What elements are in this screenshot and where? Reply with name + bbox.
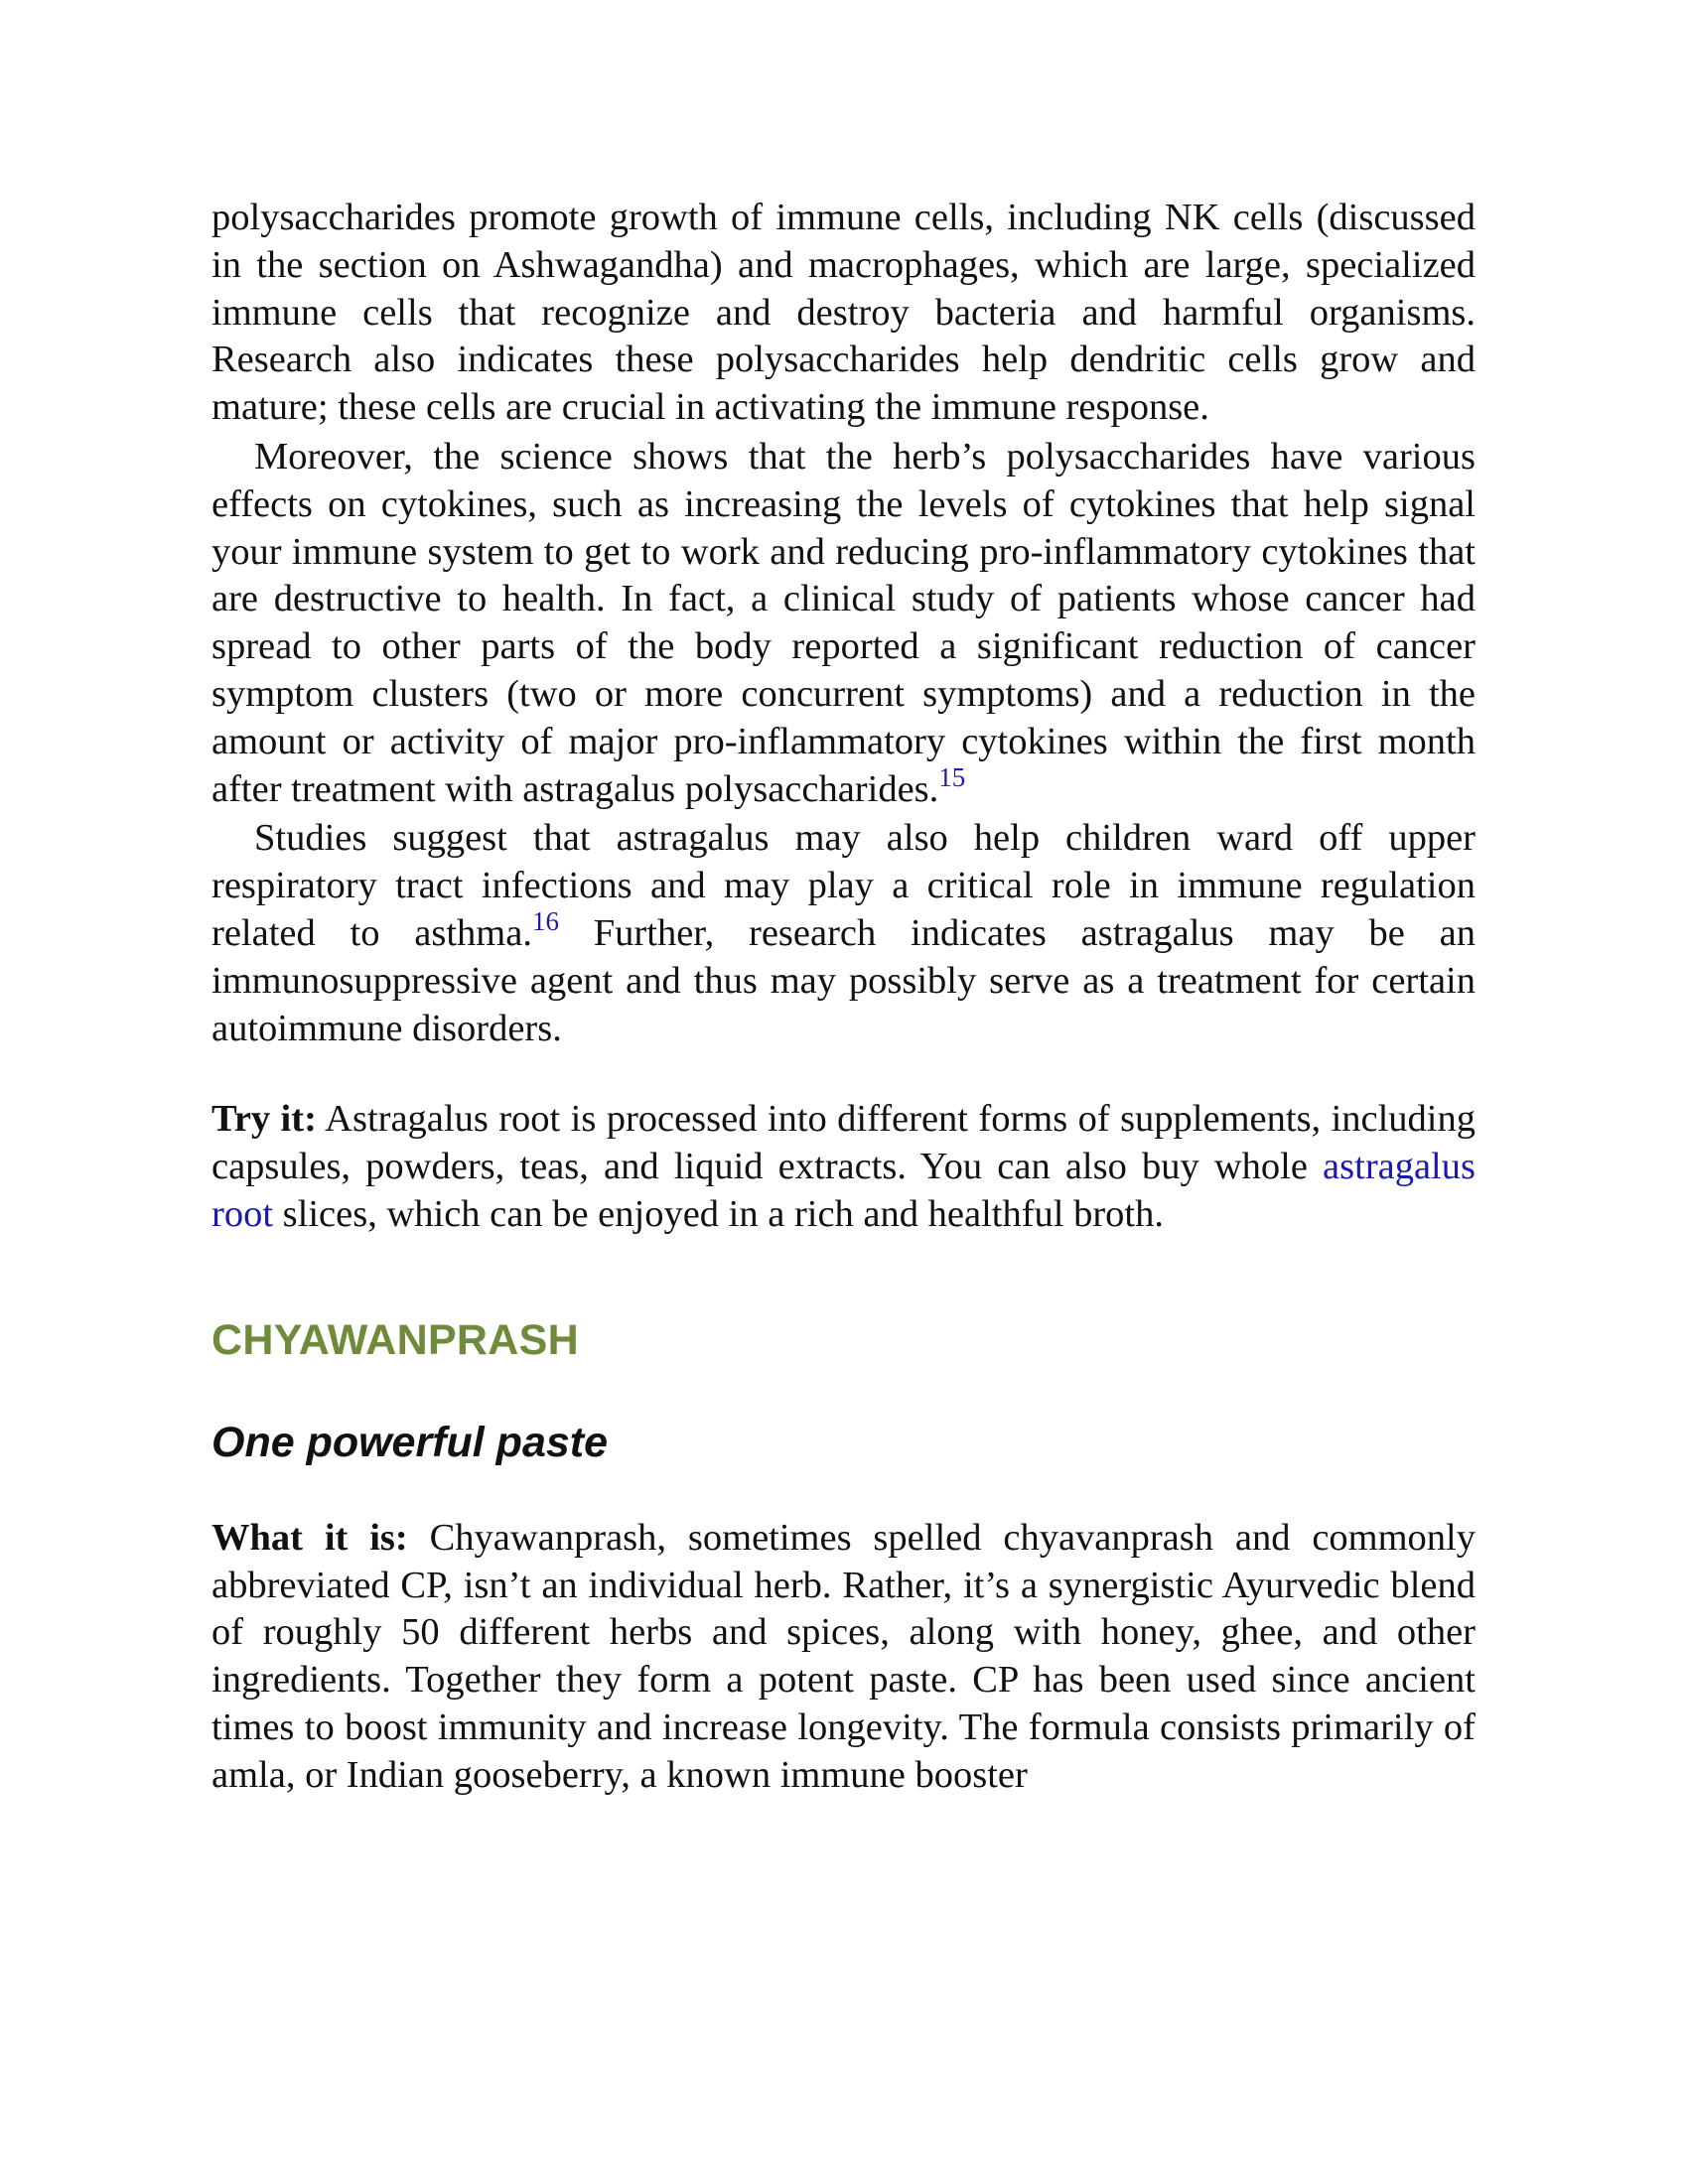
what-it-is-text: Chyawanprash, sometimes spelled chyavanprash and commonly abbreviated CP, isn’t an individual herb. Rather, it’s a synergistic Ayurvedic blend of roughly 50 different herbs and spices, along with honey, ghee, and other ingredients. Together they form a potent paste. CP has been used since ancient times to boost immunity and increase longevity. The formula consists primarily of amla, or Indian gooseberry, a known immune booster: [211, 1516, 1477, 1796]
try-it-paragraph: [211, 1096, 1476, 1238]
paragraph-text: polysaccharides promote growth of immune cells, including NK cells (discussed in the section on Ashwagandha) and macrophages, which are large, specialized immune cells that recognize and destroy bacteria and harmful organisms. Research also indicates these polysaccharides help dendritic cells grow and mature; these cells are crucial in activating the immune response.: [211, 197, 1476, 429]
paragraph-cytokines: [211, 434, 1476, 813]
try-it-text-end: slices, which can be enjoyed in a rich and healthful broth.: [273, 1192, 1164, 1235]
paragraph-polysaccharides: [211, 195, 1476, 432]
section-heading: CHYAWANPRASH: [211, 1315, 579, 1364]
section-subheading: One powerful paste: [211, 1418, 609, 1466]
astragalus-root-link[interactable]: astragalus root: [211, 1146, 1476, 1235]
paragraph-text: Studies suggest that astragalus may also help children ward off upper respiratory tract infections and may play a critical role in immune regulation related to asthma.: [211, 817, 1476, 954]
try-it-label: Try it:: [211, 1098, 317, 1141]
try-it-text: Astragalus root is processed into different forms of supplements, including capsules, powders, teas, and liquid extracts. You can also buy whole: [211, 1098, 1476, 1188]
footnote-ref-16[interactable]: 16: [531, 905, 559, 936]
what-it-is-paragraph: [211, 1515, 1476, 1800]
paragraph-text: Moreover, the science shows that the herb’s polysaccharides have various effects on cytokines, such as increasing the levels of cytokines that help signal your immune system to get to work and reducing pro-inflammatory cytokines that are destructive to health. In fact, a clinical study of patients whose cancer had spread to other parts of the body reported a significant reduction of cancer symptom clusters (two or more concurrent symptoms) and a reduction in the amount or activity of major pro-inflammatory cytokines within the first month after treatment with astragalus polysaccharides.: [211, 435, 1476, 810]
what-it-is-label: What it is:: [211, 1516, 408, 1559]
footnote-ref-15[interactable]: 15: [938, 761, 966, 792]
page-body: [211, 195, 1476, 1800]
paragraph-text: Further, research indicates astragalus may be an immunosuppressive agent and thus may possibly serve as a treatment for certain autoimmune disorders.: [211, 911, 1476, 1049]
paragraph-studies: [211, 815, 1476, 1052]
